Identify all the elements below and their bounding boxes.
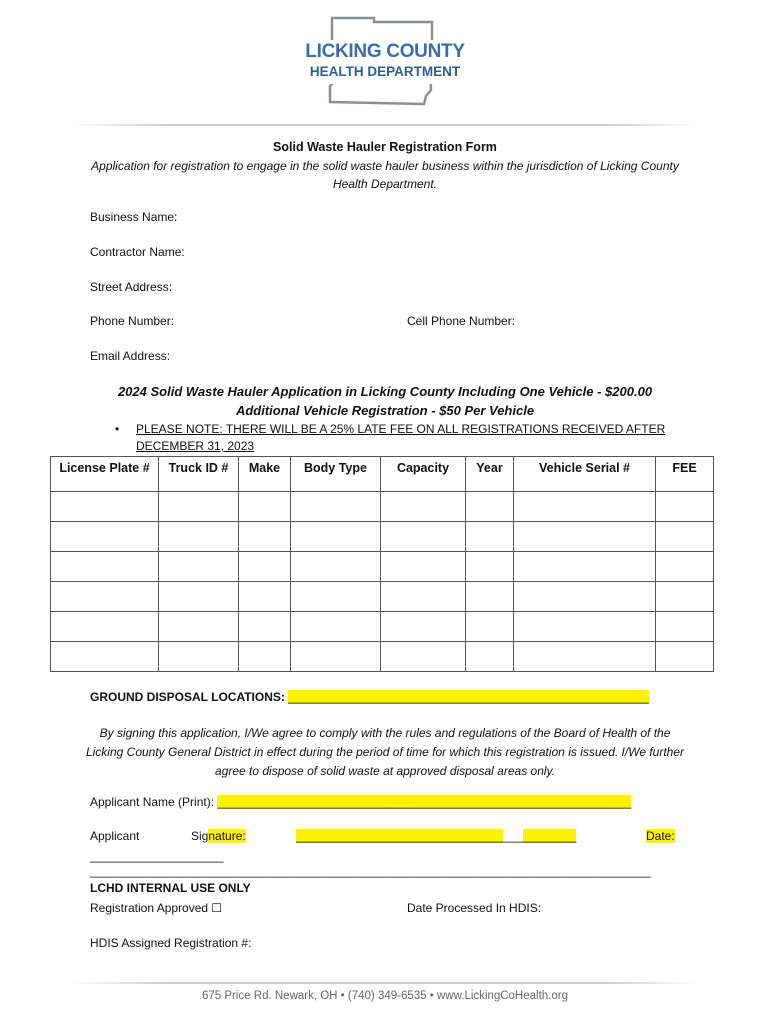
phone-number-field[interactable]: Phone Number: xyxy=(90,314,175,328)
signature-blank-extra: ________ xyxy=(522,829,577,843)
date-label: Date: xyxy=(646,829,675,843)
ground-disposal-label: GROUND DISPOSAL LOCATIONS: xyxy=(90,690,285,704)
signature-row xyxy=(90,829,680,845)
signature-label-plain: Sig xyxy=(191,829,209,843)
table-cell-input[interactable] xyxy=(239,492,291,522)
table-cell-input[interactable] xyxy=(466,642,514,672)
table-cell-input[interactable] xyxy=(51,642,159,672)
ground-disposal-row xyxy=(90,690,649,704)
business-name-field[interactable]: Business Name: xyxy=(90,210,178,224)
table-cell-input[interactable] xyxy=(291,582,381,612)
table-cell-input[interactable] xyxy=(291,492,381,522)
underline-short: ____________________ xyxy=(90,849,224,863)
late-fee-text: PLEASE NOTE: THERE WILL BE A 25% LATE FEE ON ALL REGISTRATIONS RECEIVED AFTER DECEMBER 31, 2023 xyxy=(136,422,666,453)
ground-disposal-input[interactable]: ______________________________________________________ xyxy=(288,690,649,704)
registration-approved-checkbox[interactable]: Registration Approved ☐ xyxy=(90,901,223,915)
applicant-name-label: Applicant Name (Print): xyxy=(90,795,215,809)
table-row xyxy=(51,642,714,672)
table-cell-input[interactable] xyxy=(381,612,466,642)
table-cell-input[interactable] xyxy=(466,552,514,582)
table-cell-input[interactable] xyxy=(51,582,159,612)
column-header: License Plate # xyxy=(51,457,159,492)
table-cell-input[interactable] xyxy=(239,522,291,552)
signature-blank-short: ___ xyxy=(502,829,523,843)
table-cell-input[interactable] xyxy=(514,522,656,552)
table-cell-input[interactable] xyxy=(656,612,714,642)
table-cell-input[interactable] xyxy=(381,522,466,552)
vehicle-table-header xyxy=(51,457,714,492)
table-row xyxy=(51,492,714,522)
column-header: Year xyxy=(466,457,514,492)
table-cell-input[interactable] xyxy=(51,612,159,642)
table-cell-input[interactable] xyxy=(514,642,656,672)
form-title: Solid Waste Hauler Registration Form xyxy=(273,140,497,154)
table-cell-input[interactable] xyxy=(159,582,239,612)
table-row xyxy=(51,612,714,642)
cell-phone-number-field[interactable]: Cell Phone Number: xyxy=(407,314,516,328)
table-cell-input[interactable] xyxy=(514,492,656,522)
column-header: Body Type xyxy=(291,457,381,492)
table-cell-input[interactable] xyxy=(656,492,714,522)
logo-title: LICKING COUNTY xyxy=(305,41,465,62)
form-subtitle: Application for registration to engage in the solid waste hauler business within the jurisdiction of Licking County Health Department. xyxy=(91,159,679,191)
table-cell-input[interactable] xyxy=(514,552,656,582)
header-divider xyxy=(70,124,700,126)
table-cell-input[interactable] xyxy=(51,552,159,582)
table-row xyxy=(51,552,714,582)
hdis-registration-field[interactable]: HDIS Assigned Registration #: xyxy=(90,936,252,950)
column-header: Make xyxy=(239,457,291,492)
table-cell-input[interactable] xyxy=(381,642,466,672)
table-cell-input[interactable] xyxy=(291,522,381,552)
table-row xyxy=(51,522,714,552)
footer-contact: 675 Price Rd. Newark, OH • (740) 349-6535 • www.LickingCoHealth.org xyxy=(202,990,568,1002)
table-cell-input[interactable] xyxy=(159,492,239,522)
footer-divider xyxy=(70,982,700,984)
table-cell-input[interactable] xyxy=(466,612,514,642)
fee-line-additional: Additional Vehicle Registration - $50 Per Vehicle xyxy=(235,403,535,418)
signature-input[interactable] xyxy=(296,829,576,843)
logo-subtitle: HEALTH DEPARTMENT xyxy=(309,64,461,79)
table-cell-input[interactable] xyxy=(239,582,291,612)
table-cell-input[interactable] xyxy=(291,552,381,582)
table-cell-input[interactable] xyxy=(514,612,656,642)
table-cell-input[interactable] xyxy=(466,522,514,552)
signature-label-applicant: Applicant xyxy=(90,829,140,843)
underline-long: ____________________________________________________________________________________ xyxy=(90,864,651,878)
column-header: Vehicle Serial # xyxy=(514,457,656,492)
fee-line-main: 2024 Solid Waste Hauler Application in Licking County Including One Vehicle - $200.00 xyxy=(117,384,653,399)
table-cell-input[interactable] xyxy=(159,522,239,552)
table-cell-input[interactable] xyxy=(291,612,381,642)
table-cell-input[interactable] xyxy=(466,582,514,612)
table-cell-input[interactable] xyxy=(159,612,239,642)
table-cell-input[interactable] xyxy=(656,522,714,552)
table-cell-input[interactable] xyxy=(381,492,466,522)
table-cell-input[interactable] xyxy=(159,642,239,672)
date-processed-field[interactable]: Date Processed In HDIS: xyxy=(407,901,542,915)
column-header: Truck ID # xyxy=(159,457,239,492)
table-cell-input[interactable] xyxy=(239,612,291,642)
contractor-name-field[interactable]: Contractor Name: xyxy=(90,245,185,259)
table-cell-input[interactable] xyxy=(514,582,656,612)
email-address-field[interactable]: Email Address: xyxy=(90,349,171,363)
signature-label-highlight: nature: xyxy=(208,829,246,843)
table-cell-input[interactable] xyxy=(381,582,466,612)
applicant-name-row xyxy=(90,795,631,809)
bullet-icon: • xyxy=(115,422,120,436)
table-cell-input[interactable] xyxy=(656,552,714,582)
internal-use-heading: LCHD INTERNAL USE ONLY xyxy=(90,881,251,895)
table-cell-input[interactable] xyxy=(51,492,159,522)
agreement-text: By signing this application, I/We agree to comply with the rules and regulations of the Board of Health of the Licking County General District in effect during the period of time for which this registration is issued. I/We further agree to dispose of solid waste at approved disposal areas only. xyxy=(85,726,685,778)
applicant-name-input[interactable]: ______________________________________________________________ xyxy=(217,795,632,809)
street-address-field[interactable]: Street Address: xyxy=(90,280,173,294)
table-cell-input[interactable] xyxy=(656,582,714,612)
column-header: FEE xyxy=(656,457,714,492)
vehicle-table xyxy=(50,456,714,672)
table-cell-input[interactable] xyxy=(656,642,714,672)
table-cell-input[interactable] xyxy=(381,552,466,582)
table-cell-input[interactable] xyxy=(291,642,381,672)
signature-label xyxy=(191,829,246,843)
table-cell-input[interactable] xyxy=(239,642,291,672)
table-cell-input[interactable] xyxy=(239,552,291,582)
county-logo xyxy=(300,16,470,108)
signature-blank: _______________________________ xyxy=(296,829,503,843)
column-header: Capacity xyxy=(381,457,466,492)
fee-heading xyxy=(60,382,710,420)
table-cell-input[interactable] xyxy=(466,492,514,522)
table-row xyxy=(51,582,714,612)
table-cell-input[interactable] xyxy=(51,522,159,552)
table-cell-input[interactable] xyxy=(159,552,239,582)
